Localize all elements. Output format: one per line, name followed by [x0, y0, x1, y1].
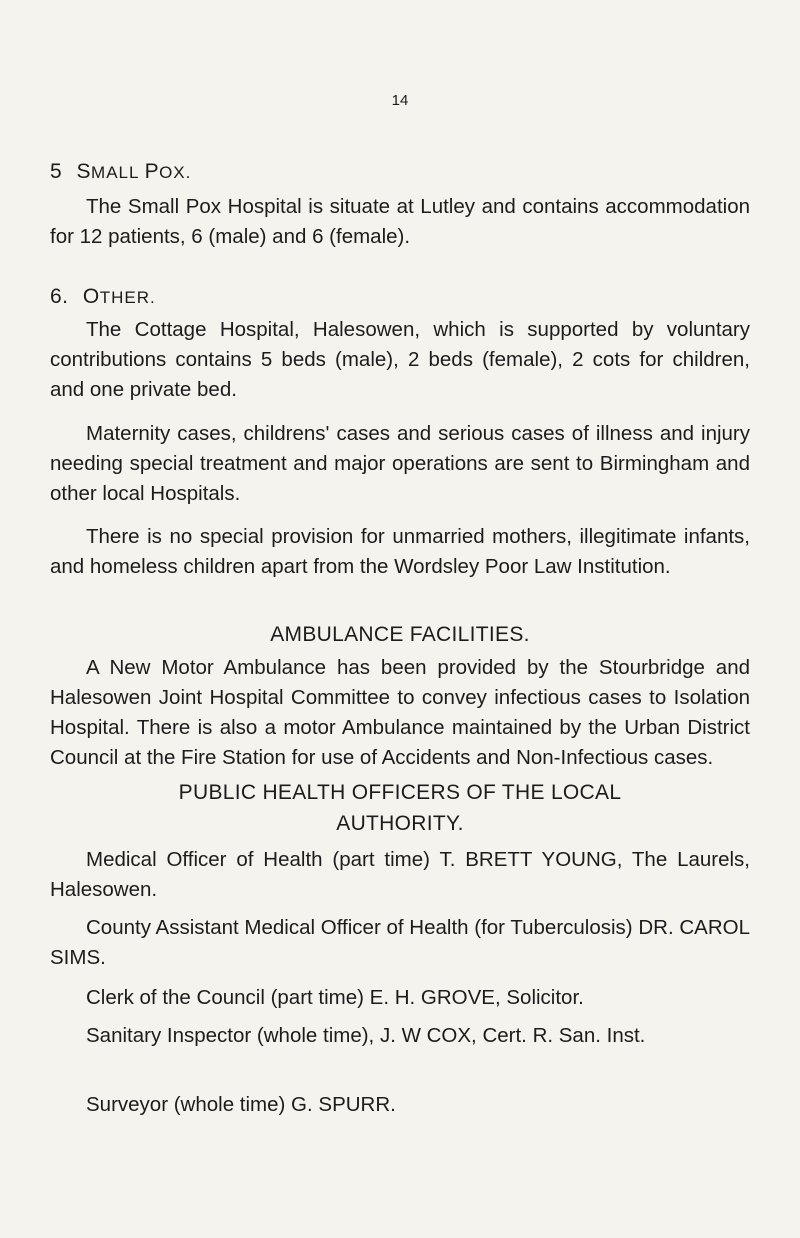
section-6-paragraph-1: The Cottage Hospital, Halesowen, which is supported by voluntary contributions contains 5 beds (male), 2 beds (female), 2 cots for children, and one private bed.: [50, 318, 750, 401]
section-6-heading: [50, 285, 156, 309]
page-number: 14: [391, 92, 409, 109]
ambulance-heading: AMBULANCE FACILITIES.: [270, 623, 530, 646]
section-5-number: 5: [50, 160, 63, 183]
section-5-paragraph: The Small Pox Hospital is situate at Lutley and contains accommodation for 12 patients, 6 (male) and 6 (female).: [50, 195, 750, 248]
officer-county-assistant: County Assistant Medical Officer of Health (for Tuberculosis) DR. CAROL SIMS.: [50, 916, 750, 969]
section-6-title-ther: THER.: [99, 288, 156, 307]
officers-heading-line-2: AUTHORITY.: [336, 812, 464, 835]
officers-heading-line-1: PUBLIC HEALTH OFFICERS OF THE LOCAL: [178, 781, 622, 804]
officer-surveyor: Surveyor (whole time) G. SPURR.: [86, 1093, 396, 1116]
officer-sanitary-inspector: Sanitary Inspector (whole time), J. W COX, Cert. R. San. Inst.: [86, 1024, 646, 1047]
officer-moh: Medical Officer of Health (part time) T. BRETT YOUNG, The Laurels, Halesowen.: [50, 848, 750, 901]
ambulance-paragraph: A New Motor Ambulance has been provided by the Stourbridge and Halesowen Joint Hospital Committee to convey infectious cases to Isolation Hospital. There is also a motor Ambulance maintained by the Urban District Council at the Fire Station for use of Accidents and Non-Infectious cases.: [50, 656, 750, 769]
section-6-number: 6.: [50, 285, 69, 308]
section-5-title-s: S: [76, 160, 92, 183]
section-5-title-p: P: [144, 160, 160, 183]
section-6-paragraph-2: Maternity cases, childrens' cases and serious cases of illness and injury needing special treatment and major operations are sent to Birmingham and other local Hospitals.: [50, 422, 750, 505]
officer-clerk: Clerk of the Council (part time) E. H. GROVE, Solicitor.: [86, 986, 584, 1009]
section-6-paragraph-3: There is no special provision for unmarried mothers, illegitimate infants, and homeless children apart from the Wordsley Poor Law Institution.: [50, 525, 750, 578]
section-5-title-ox: OX.: [159, 163, 192, 182]
section-5-heading: [50, 160, 191, 184]
section-6-title-o: O: [82, 285, 100, 308]
section-5-title-mall: MALL: [91, 163, 145, 182]
